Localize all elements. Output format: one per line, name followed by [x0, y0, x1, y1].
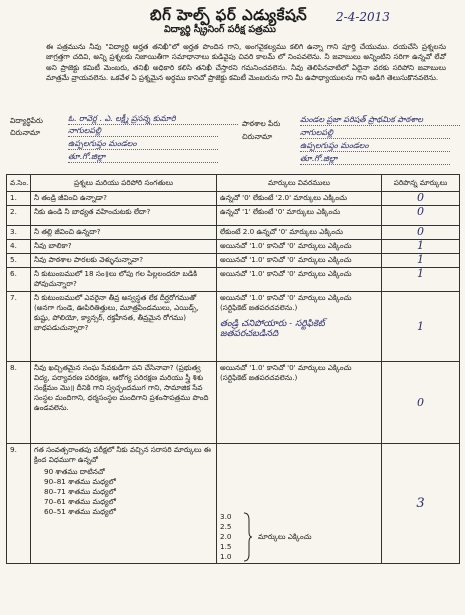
- handwritten-remark: తండ్రి చనిపోయారు - సర్టిఫికెట్ జతపరచబడినది: [220, 319, 325, 339]
- question-text: నీ తల్లి జీవించి ఉన్నదా?: [31, 226, 217, 240]
- row-number: 8.: [7, 362, 31, 444]
- marks-rule: అయినచో '1.0' కానిచో '0' మార్కులు ఎక్కించు: [217, 240, 382, 254]
- column-header-serial: వ.సెం.: [7, 175, 31, 192]
- column-header-marks-details: మార్కులు వివరములు: [217, 175, 382, 192]
- question-text: నీకు ఉండి నీ బాధ్యత వహించుటకు లేదా?: [31, 206, 217, 226]
- row-number: 4.: [7, 240, 31, 254]
- question-text: నీవు పాఠశాల పారలకు వెళ్ళునున్నావా?: [31, 254, 217, 268]
- grade-score: 2.0: [220, 532, 232, 541]
- form-subtitle: విద్యార్థి స్క్రీనింగ్ పరీక్ష పత్రము: [164, 24, 276, 35]
- marks-rule: అయినచో '1.0' కానిచో '0' మార్కులు ఎక్కించు: [220, 293, 352, 302]
- score-cell[interactable]: 0: [382, 206, 460, 226]
- marks-rule: అయినచో '1.0' కానిచో '0' మార్కులు ఎక్కించు: [217, 268, 382, 292]
- question-text: నీవు ఖచ్చితమైన సంఘ సేవకుడిగా పని చేసినావా? (ప్రభుత్వ విద్య, పర్యావరణ పరిరక్షణ, ఆరోగ్య పరిరక్షణ మరియు స్త్రీ శిశు సంక్షేమం మొ॥ దీనికి గాని స్వచ్ఛందముగ గాని, సామాజిక సేవ సంస్థల మందిగాని, ధర్మసంస్థల మందిగాని ప్రశంసాపత్రము పొంది ఉండవలెను.: [31, 362, 217, 444]
- school-name-label: పాఠశాల పేరు: [242, 119, 281, 128]
- marks-cell: [217, 362, 382, 444]
- score-cell[interactable]: 1: [382, 292, 460, 362]
- student-name-field[interactable]: ఓ. రావెర్ల . ఎ. లక్ష్మీ ప్రసన్న కుమారి: [68, 114, 238, 125]
- brace-icon: [242, 512, 252, 562]
- school-name-field[interactable]: మండల ప్రజా పరిషత్ ప్రాథమిక పాఠశాల: [300, 115, 460, 126]
- row-number: 5.: [7, 254, 31, 268]
- marks-rule: అయినచో '1.0' కానిచో '0' మార్కులు ఎక్కించు: [220, 363, 352, 372]
- school-address-line-1[interactable]: నాగులపల్లి: [300, 128, 450, 139]
- marks-cell: [217, 292, 382, 362]
- marks-rule: అయినచో '1.0' కానిచో '0' మార్కులు ఎక్కించు: [217, 254, 382, 268]
- score-cell[interactable]: 3: [382, 444, 460, 564]
- address-line-3[interactable]: తూ.గో.జిల్లా: [68, 152, 218, 163]
- score-cell[interactable]: 0: [382, 226, 460, 240]
- row-number: 3.: [7, 226, 31, 240]
- score-cell[interactable]: 1: [382, 240, 460, 254]
- grade-score: 3.0: [220, 512, 232, 521]
- row-number: 7.: [7, 292, 31, 362]
- grade-item: 60–51 శాతము మధ్యలో: [44, 507, 116, 516]
- marks-rule: ఉన్నచో '1' లేకుంటే '0' మార్కులు ఎక్కించు: [217, 206, 382, 226]
- address-label: చిరునామా: [10, 128, 41, 137]
- grade-score: 1.5: [220, 542, 232, 551]
- school-address-label: చిరునామా: [242, 132, 273, 141]
- marks-rule: ఉన్నచో '0' లేకుంటే '2.0' మార్కులు ఎక్కించు: [217, 192, 382, 206]
- grade-score: 1.0: [220, 552, 232, 561]
- grade-list: [34, 467, 213, 517]
- column-header-score: పరిపొన్న మార్కులు: [382, 175, 460, 192]
- grade-score-list: [220, 512, 242, 562]
- form-title: బిగ్ హెల్ప్ ఫర్ ఎడ్యుకేషన్: [150, 6, 308, 24]
- marks-rule: లేకుంటే 2.0 ఉన్నచో '0' మార్కులు ఎక్కించు: [217, 226, 382, 240]
- questions-table: [6, 174, 460, 564]
- score-cell[interactable]: 1: [382, 254, 460, 268]
- grade-item: 90 శాతము దాటినచో: [44, 467, 105, 476]
- handwritten-date: 2-4-2013: [336, 10, 390, 24]
- row-number: 9.: [7, 444, 31, 564]
- student-name-label: విద్యార్థిపేరు: [10, 116, 43, 125]
- grade-item: 80–71 శాతము మధ్యలో: [44, 487, 116, 496]
- score-cell[interactable]: 0: [382, 362, 460, 444]
- table-row: [7, 292, 460, 362]
- grade-score: 2.5: [220, 522, 232, 531]
- question-text: నీ కుటుంబములో ఎవరైనా తీవ్ర అస్వస్థత లేక దీర్ఘరోగముతో (అనగా గుండె, ఊపిరితిత్తులు, మూత్రపిండములు, ఎయిడ్స్, కుష్టు, పోలియో, క్యాన్సర్, రక్తహీనత, తీవ్రమైన రోగము) బాధపడుచున్నారా?: [31, 292, 217, 362]
- question-cell: [31, 444, 217, 564]
- marks-cell: [217, 444, 382, 564]
- table-row: [7, 254, 460, 268]
- table-row: [7, 206, 460, 226]
- table-row: [7, 444, 460, 564]
- question-text: నీవు బాలికా?: [31, 240, 217, 254]
- table-row: [7, 192, 460, 206]
- marks-rule: మార్కులు ఎక్కించు: [258, 532, 312, 541]
- table-row: [7, 226, 460, 240]
- table-header-row: [7, 175, 460, 192]
- column-header-question: ప్రశ్నలు మరియు పరిపోరి సంగతులు: [31, 175, 217, 192]
- school-address-line-3[interactable]: తూ.గో.జిల్లా: [300, 154, 450, 165]
- table-row: [7, 240, 460, 254]
- table-row: [7, 268, 460, 292]
- certificate-note: (సర్టిఫికెట్ జతపరచవలెను.): [220, 303, 298, 312]
- score-cell[interactable]: 1: [382, 268, 460, 292]
- address-line-1[interactable]: నాగులపల్లి: [68, 126, 218, 137]
- table-row: [7, 362, 460, 444]
- question-text: గత సంవత్సరాంతపు పరీక్షలో నీకు వచ్చిన సరాసరి మార్కులు ఈ క్రింద విధముగా ఉన్నచో: [34, 445, 211, 464]
- row-number: 2.: [7, 206, 31, 226]
- score-cell[interactable]: 0: [382, 192, 460, 206]
- row-number: 6.: [7, 268, 31, 292]
- question-text: నీ తండ్రి జీవించి ఉన్నాడా?: [31, 192, 217, 206]
- address-line-2[interactable]: ఉప్పలగుప్తం మండలం: [68, 139, 218, 150]
- grade-item: 70–61 శాతము మధ్యలో: [44, 497, 116, 506]
- row-number: 1.: [7, 192, 31, 206]
- question-text: నీ కుటుంబములో 18 సం॥లు లోపు గల పిల్లలందరూ బడికి పోవుచున్నారా?: [31, 268, 217, 292]
- school-address-line-2[interactable]: ఉప్పలగుప్తం మండలం: [300, 141, 450, 152]
- grade-item: 90–81 శాతము మధ్యలో: [44, 477, 116, 486]
- instructions-paragraph: ఈ పత్రమును నీవు "విద్యార్థి అర్హత తనిఖీ"లో అర్హత పొందిన గాని, అంగవైకల్యము కలిగి ఉన్నా గాని పూర్తి చేయుము. దయచేసి ప్రశ్నలను జాగ్రత్తగా చదివి, అన్ని ప్రశ్నలకు నిజాయితీగా సమాధానాలు కుడివైపు చివరి కాలమ్ లో నింపవలెను. నీ జవాబులు అన్నింటిని సరిగా ఉన్నవో లేవో అని ప్రాజెక్టు కమిటీ మెంబరు, తనిఖీ అధికారి కలిసి తనిఖీ చేస్తారని గమనించవలెను. నీవు తెలిపినవాటిలో ఏదైనా వరకు సరిపోని జవాబులు మాత్రమే వ్రాయవలెను. ఒకవేళ ఏ ప్రశ్నమైన అర్థము కానిచో ప్రాజెక్టు కమిటీ మెంబరును గాని మీ ఉపాధ్యాయులను గాని అడిగి తెలుసుకొనవలెను.: [46, 42, 446, 83]
- certificate-note: (సర్టిఫికెట్ జతపరచవలెను.): [220, 373, 298, 382]
